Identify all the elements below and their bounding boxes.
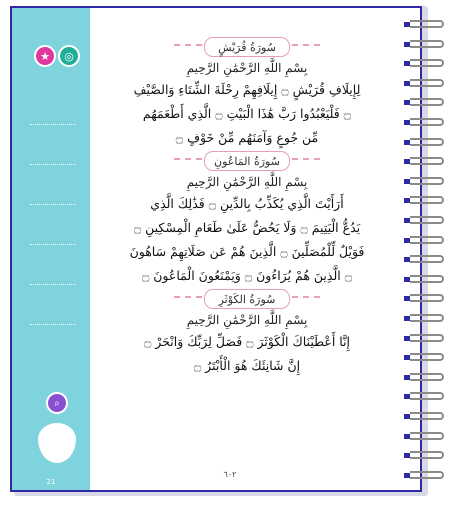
quran-text: [102, 36, 392, 378]
basmala: بِسْمِ اللَّهِ الرَّحْمَٰنِ الرَّحِيمِ: [186, 175, 308, 189]
ornament: [174, 158, 202, 160]
sura-title: سُورَةُ قُرَيْشٍ: [218, 40, 276, 54]
sidebar-divider: [30, 244, 76, 245]
spiral-ring: [404, 138, 448, 148]
spiral-ring: [404, 236, 448, 246]
circle-icon[interactable]: [58, 45, 80, 67]
ayah-line: ۝ فَلْيَعْبُدُوا رَبَّ هَٰذَا الْبَيْتِ ۝ الَّذِي أَطْعَمَهُم: [142, 106, 352, 121]
spiral-ring: [404, 20, 448, 30]
basmala: بِسْمِ اللَّهِ الرَّحْمَٰنِ الرَّحِيمِ: [186, 61, 308, 75]
spiral-ring: [404, 412, 448, 422]
sidebar-divider: [30, 284, 76, 285]
spiral-ring: [404, 59, 448, 69]
star-glyph: ★: [40, 49, 50, 63]
search-icon[interactable]: [46, 392, 68, 414]
star-icon[interactable]: [34, 45, 56, 67]
spiral-ring: [404, 157, 448, 167]
bookmark-shape-icon[interactable]: [38, 423, 76, 463]
spiral-ring: [404, 255, 448, 265]
ayah-line: لِإِيلَافِ قُرَيْشٍ ۝ إِيلَافِهِمْ رِحْلَةَ الشِّتَاءِ وَالصَّيْفِ: [133, 82, 361, 97]
spiral-ring: [404, 177, 448, 187]
spiral-ring: [404, 334, 448, 344]
spiral-ring: [404, 451, 448, 461]
ayah-line: ۝ الَّذِينَ هُمْ يُرَاءُونَ ۝ وَيَمْنَعُونَ الْمَاعُونَ ۝: [141, 268, 353, 283]
spiral-ring: [404, 471, 448, 481]
sura-header: [102, 150, 392, 172]
search-glyph: ⌕: [54, 397, 60, 409]
ornament: [292, 158, 320, 160]
sidebar-divider: [30, 164, 76, 165]
ornament: [292, 296, 320, 298]
spiral-ring: [404, 294, 448, 304]
spiral-ring: [404, 79, 448, 89]
spiral-ring: [404, 392, 448, 402]
ornament: [292, 44, 320, 46]
sura-header: [102, 288, 392, 310]
spiral-ring: [404, 118, 448, 128]
spiral-ring: [404, 314, 448, 324]
sura-title: سُورَةُ الكَوْثَرِ: [218, 292, 276, 306]
circle-glyph: ◎: [64, 49, 74, 63]
sidebar-divider: [30, 204, 76, 205]
sidebar-page-number: 21: [46, 478, 56, 486]
basmala: بِسْمِ اللَّهِ الرَّحْمَٰنِ الرَّحِيمِ: [186, 313, 308, 327]
sidebar-divider: [30, 124, 76, 125]
ayah-line: إِنَّ شَانِئَكَ هُوَ الْأَبْتَرُ ۝: [193, 358, 301, 373]
ayah-line: إِنَّا أَعْطَيْنَاكَ الْكَوْثَرَ ۝ فَصَلِّ لِرَبِّكَ وَانْحَرْ ۝: [143, 334, 351, 349]
sidebar-divider: [30, 324, 76, 325]
ornament: [174, 296, 202, 298]
ayah-line: مِّن جُوعٍ وَآمَنَهُم مِّنْ خَوْفٍ ۝: [175, 130, 319, 145]
page-number-footer: ٦٠٢: [223, 470, 237, 479]
sura-header: [102, 36, 392, 58]
ornament: [174, 44, 202, 46]
sura-title: سُورَةُ المَاعُونِ: [214, 154, 280, 168]
spiral-ring: [404, 98, 448, 108]
sidebar: [12, 8, 90, 490]
spiral-ring: [404, 196, 448, 206]
spiral-ring: [404, 353, 448, 363]
ayah-line: أَرَأَيْتَ الَّذِي يُكَذِّبُ بِالدِّينِ ۝ فَذَٰلِكَ الَّذِي: [150, 196, 344, 211]
spiral-ring: [404, 432, 448, 442]
spiral-ring: [404, 40, 448, 50]
spiral-ring: [404, 275, 448, 285]
ayah-line: يَدُعُّ الْيَتِيمَ ۝ وَلَا يَحُضُّ عَلَىٰ طَعَامِ الْمِسْكِينِ ۝: [133, 220, 361, 235]
spiral-ring: [404, 373, 448, 383]
ayah-line: فَوَيْلٌ لِّلْمُصَلِّينَ ۝ الَّذِينَ هُمْ عَن صَلَاتِهِمْ سَاهُونَ: [129, 244, 365, 259]
spiral-ring: [404, 216, 448, 226]
